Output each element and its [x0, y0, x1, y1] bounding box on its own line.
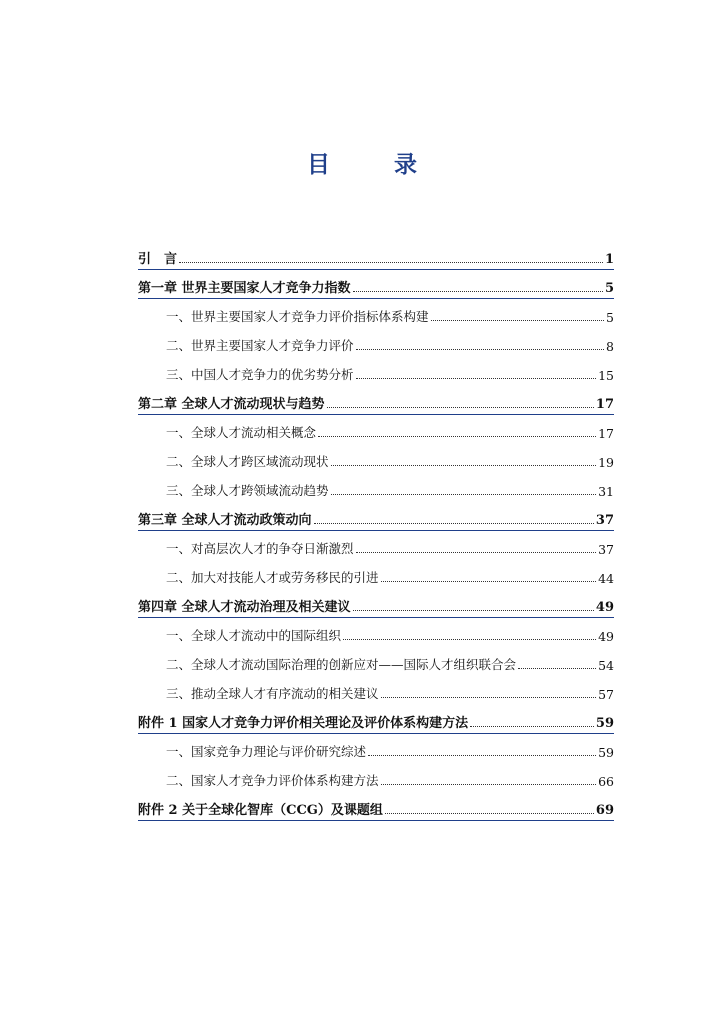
toc-entry-label: 第一章 世界主要国家人才竞争力指数	[138, 281, 351, 296]
dot-leader	[318, 436, 596, 437]
dot-leader	[353, 291, 603, 292]
dot-leader	[356, 378, 597, 379]
dot-leader	[331, 465, 597, 466]
toc-entry-label: 二、全球人才流动国际治理的创新应对——国际人才组织联合会	[166, 657, 517, 672]
toc-entry-label: 二、世界主要国家人才竞争力评价	[166, 338, 354, 353]
dot-leader	[381, 784, 597, 785]
toc-entry[interactable]	[138, 795, 614, 824]
toc-entry[interactable]	[138, 273, 614, 302]
toc-entry[interactable]	[138, 244, 614, 273]
toc-entry[interactable]	[138, 360, 614, 389]
toc-entry[interactable]	[138, 563, 614, 592]
toc-page-number: 49	[598, 629, 614, 644]
table-of-contents	[138, 244, 614, 824]
toc-entry-label: 一、全球人才流动中的国际组织	[166, 628, 342, 643]
toc-page-number: 59	[595, 716, 614, 731]
toc-page-number: 54	[598, 658, 614, 673]
toc-page-number: 49	[595, 600, 614, 615]
toc-page-number: 59	[598, 745, 614, 760]
toc-page-number: 15	[598, 368, 614, 383]
toc-entry[interactable]	[138, 418, 614, 447]
toc-entry-label: 三、推动全球人才有序流动的相关建议	[166, 686, 379, 701]
toc-entry[interactable]	[138, 447, 614, 476]
toc-entry-label: 一、国家竞争力理论与评价研究综述	[166, 744, 367, 759]
toc-entry[interactable]	[138, 708, 614, 737]
toc-page-number: 5	[604, 281, 614, 296]
toc-page-number: 44	[598, 571, 614, 586]
dot-leader	[314, 523, 594, 524]
toc-page-number: 1	[604, 252, 614, 267]
toc-entry-label: 引 言	[138, 252, 178, 267]
toc-entry-label: 一、全球人才流动相关概念	[166, 425, 317, 440]
toc-entry-label: 第四章 全球人才流动治理及相关建议	[138, 600, 351, 615]
toc-entry[interactable]	[138, 766, 614, 795]
toc-entry-label: 一、对高层次人才的争夺日渐激烈	[166, 541, 354, 556]
dot-leader	[356, 552, 597, 553]
toc-entry[interactable]	[138, 650, 614, 679]
toc-entry-label: 二、全球人才跨区域流动现状	[166, 454, 329, 469]
toc-page-number: 57	[598, 687, 614, 702]
toc-entry-label: 附件 2 关于全球化智库（CCG）及课题组	[138, 803, 383, 818]
toc-entry[interactable]	[138, 621, 614, 650]
dot-leader	[353, 610, 594, 611]
dot-leader	[331, 494, 597, 495]
toc-page-number: 69	[595, 803, 614, 818]
toc-entry-label: 二、国家人才竞争力评价体系构建方法	[166, 773, 379, 788]
toc-entry-label: 第二章 全球人才流动现状与趋势	[138, 397, 325, 412]
toc-page-number: 31	[598, 484, 614, 499]
toc-entry[interactable]	[138, 737, 614, 766]
dot-leader	[385, 813, 594, 814]
toc-entry[interactable]	[138, 476, 614, 505]
toc-entry-label: 一、世界主要国家人才竞争力评价指标体系构建	[166, 309, 429, 324]
dot-leader	[518, 668, 596, 669]
toc-entry-label: 二、加大对技能人才或劳务移民的引进	[166, 570, 379, 585]
toc-entry[interactable]	[138, 505, 614, 534]
dot-leader	[356, 349, 605, 350]
dot-leader	[343, 639, 596, 640]
toc-entry[interactable]	[138, 592, 614, 621]
toc-page-number: 66	[598, 774, 614, 789]
toc-entry[interactable]	[138, 534, 614, 563]
dot-leader	[368, 755, 596, 756]
toc-entry-label: 附件 1 国家人才竞争力评价相关理论及评价体系构建方法	[138, 716, 469, 731]
dot-leader	[327, 407, 594, 408]
toc-page-number: 37	[595, 513, 614, 528]
dot-leader	[381, 581, 597, 582]
dot-leader	[179, 262, 603, 263]
toc-page-number: 8	[606, 339, 614, 354]
toc-entry-label: 三、中国人才竞争力的优劣势分析	[166, 367, 354, 382]
toc-page-number: 37	[598, 542, 614, 557]
toc-page-number: 17	[595, 397, 614, 412]
dot-leader	[381, 697, 597, 698]
dot-leader	[470, 726, 594, 727]
toc-entry[interactable]	[138, 679, 614, 708]
dot-leader	[431, 320, 605, 321]
toc-entry[interactable]	[138, 302, 614, 331]
toc-page-number: 19	[598, 455, 614, 470]
toc-entry-label: 三、全球人才跨领域流动趋势	[166, 483, 329, 498]
toc-page-number: 5	[606, 310, 614, 325]
toc-entry-label: 第三章 全球人才流动政策动向	[138, 513, 312, 528]
toc-entry[interactable]	[138, 389, 614, 418]
toc-page-number: 17	[598, 426, 614, 441]
page-title: 目 录	[306, 152, 445, 178]
toc-entry[interactable]	[138, 331, 614, 360]
